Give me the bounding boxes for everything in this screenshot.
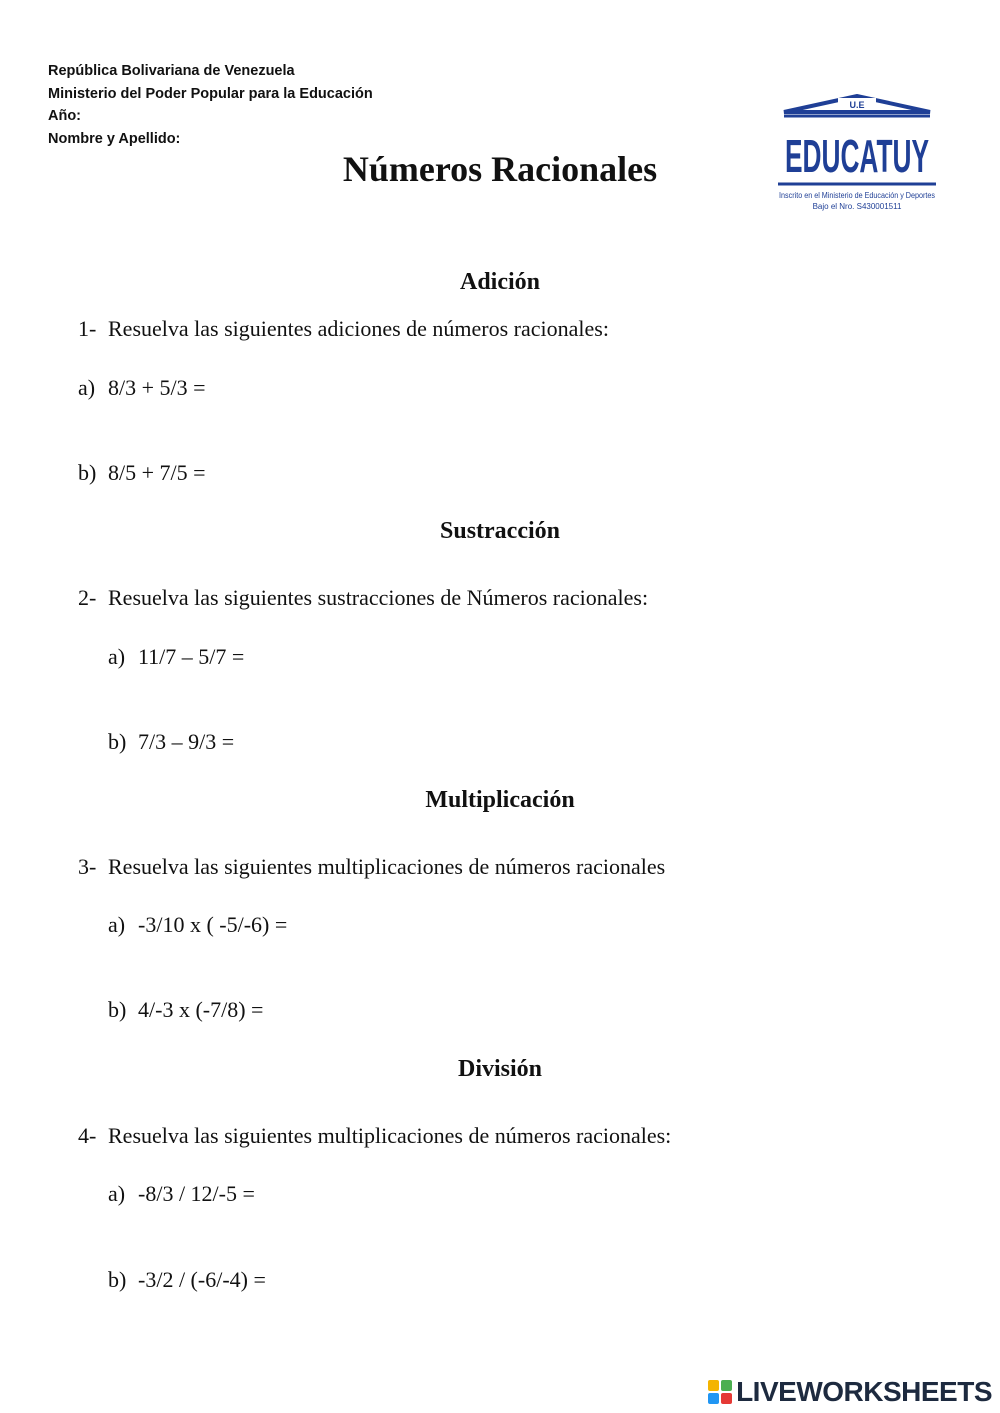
educatuy-logo [774, 94, 940, 224]
instruction-1 [78, 316, 609, 342]
logo-square-3 [708, 1393, 719, 1404]
exercise-1b [78, 460, 206, 486]
instruction-3 [78, 854, 665, 880]
instruction-text: Resuelva las siguientes sustracciones de Números racionales: [108, 585, 649, 610]
exercise-expression: -3/10 x ( -5/-6) = [138, 912, 288, 937]
logo-ue-text: U.E [849, 100, 865, 110]
header-block [48, 60, 373, 150]
exercise-expression: 8/5 + 7/5 = [108, 460, 206, 485]
logo-square-2 [721, 1380, 732, 1391]
question-number: 2- [78, 585, 97, 610]
exercise-2b [108, 729, 234, 755]
section-title-adicion: Adición [459, 269, 540, 295]
instruction-2 [78, 585, 648, 611]
section-title-division: División [457, 1056, 543, 1082]
question-number: 1- [78, 316, 97, 341]
name-field-label: Nombre y Apellido: [48, 130, 181, 147]
page-title: Números Racionales [342, 149, 658, 189]
question-number: 4- [78, 1123, 97, 1148]
logo-caption-1: Inscrito en el Ministerio de Educación y Deportes [779, 191, 935, 200]
liveworksheets-wordmark: LIVEWORKSHEETS [736, 1376, 992, 1407]
exercise-expression: -3/2 / (-6/-4) = [138, 1267, 266, 1292]
exercise-expression: 8/3 + 5/3 = [108, 375, 206, 400]
exercise-letter: a) [108, 1181, 126, 1206]
exercise-letter: a) [78, 375, 96, 400]
exercise-3b [108, 997, 263, 1023]
logo-square-1 [708, 1380, 719, 1391]
country-line: República Bolivariana de Venezuela [48, 63, 295, 79]
exercise-letter: a) [108, 912, 126, 937]
exercise-letter: b) [108, 1267, 127, 1292]
exercise-expression: 11/7 – 5/7 = [138, 644, 245, 669]
ministry-line: Ministerio del Poder Popular para la Educación [48, 85, 373, 102]
instruction-text: Resuelva las siguientes multiplicaciones de números racionales: [108, 1123, 672, 1148]
exercise-3a [108, 912, 287, 938]
logo-caption-2: Bajo el Nro. S430001511 [812, 202, 902, 211]
instruction-text: Resuelva las siguientes multiplicaciones de números racionales [108, 854, 666, 879]
liveworksheets-brand[interactable] [708, 1375, 992, 1409]
exercise-expression: 4/-3 x (-7/8) = [138, 997, 264, 1022]
exercise-expression: 7/3 – 9/3 = [138, 729, 235, 754]
section-title-sustraccion: Sustracción [440, 518, 560, 544]
exercise-letter: b) [78, 460, 97, 485]
instruction-text: Resuelva las siguientes adiciones de números racionales: [108, 316, 609, 341]
logo-square-4 [721, 1393, 732, 1404]
year-field-label: Año: [48, 108, 82, 124]
instruction-4 [78, 1123, 671, 1149]
exercise-1a [78, 375, 206, 401]
exercise-letter: b) [108, 729, 127, 754]
exercise-letter: b) [108, 997, 127, 1022]
question-number: 3- [78, 854, 97, 879]
logo-name: EDUCATUY [785, 130, 929, 182]
section-title-multiplicacion: Multiplicación [425, 787, 575, 813]
exercise-4b [108, 1267, 266, 1293]
exercise-2a [108, 644, 244, 670]
liveworksheets-logo-icon [708, 1380, 732, 1404]
exercise-4a [108, 1181, 255, 1207]
exercise-expression: -8/3 / 12/-5 = [138, 1181, 255, 1206]
exercise-letter: a) [108, 644, 126, 669]
